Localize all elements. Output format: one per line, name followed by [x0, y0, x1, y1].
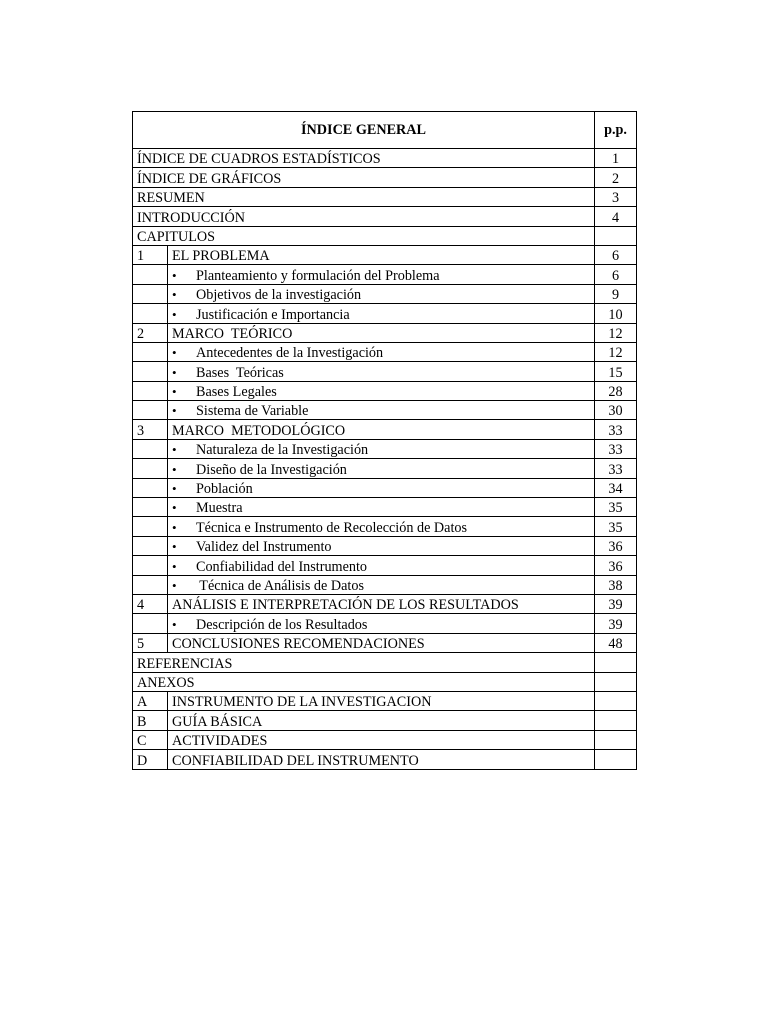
bullet-icon: •	[172, 616, 177, 632]
annex-row	[133, 750, 637, 769]
section-label: Confiabilidad del Instrumento	[196, 558, 368, 575]
annex-letter: C	[133, 730, 168, 749]
section-number-empty	[133, 478, 168, 497]
section-row	[133, 536, 637, 555]
chapter-row	[133, 245, 637, 264]
chapter-row	[133, 594, 637, 613]
bullet-icon: •	[172, 345, 177, 361]
bullet-icon: •	[172, 403, 177, 419]
section-label-cell	[168, 284, 595, 303]
toc-title: ÍNDICE GENERAL	[133, 112, 595, 149]
section-label: Muestra	[196, 500, 243, 517]
chapter-page: 33	[595, 420, 637, 439]
section-label-cell	[168, 439, 595, 458]
annex-page	[595, 711, 637, 730]
section-label-cell	[168, 498, 595, 517]
toc-row	[133, 653, 637, 672]
entry-label: ANEXOS	[133, 672, 595, 691]
toc-row	[133, 149, 637, 168]
toc-row	[133, 187, 637, 206]
section-label: Naturaleza de la Investigación	[196, 442, 369, 459]
bullet-icon: •	[172, 306, 177, 322]
annex-row	[133, 730, 637, 749]
entry-label: REFERENCIAS	[133, 653, 595, 672]
section-label-cell	[168, 265, 595, 284]
section-number-empty	[133, 381, 168, 400]
bullet-icon: •	[172, 442, 177, 458]
section-row	[133, 304, 637, 323]
section-label: Bases Legales	[196, 384, 277, 401]
toc-row	[133, 672, 637, 691]
chapter-title: EL PROBLEMA	[168, 245, 595, 264]
chapter-row	[133, 633, 637, 652]
bullet-icon: •	[172, 384, 177, 400]
section-number-empty	[133, 401, 168, 420]
chapter-row	[133, 323, 637, 342]
section-label: Técnica de Análisis de Datos	[196, 577, 364, 594]
section-label: Técnica e Instrumento de Recolección de Datos	[196, 519, 468, 536]
section-label-cell	[168, 381, 595, 400]
annex-page	[595, 750, 637, 769]
section-number-empty	[133, 536, 168, 555]
entry-label: ÍNDICE DE GRÁFICOS	[133, 168, 595, 187]
section-row	[133, 517, 637, 536]
bullet-icon: •	[172, 539, 177, 555]
section-number-empty	[133, 265, 168, 284]
section-number-empty	[133, 575, 168, 594]
chapter-title: MARCO TEÓRICO	[168, 323, 595, 342]
bullet-icon: •	[172, 461, 177, 477]
section-label: Descripción de los Resultados	[196, 616, 368, 633]
section-page: 36	[595, 536, 637, 555]
entry-page	[595, 672, 637, 691]
section-label: Planteamiento y formulación del Problema	[196, 267, 440, 284]
annex-letter: B	[133, 711, 168, 730]
section-label-cell	[168, 401, 595, 420]
bullet-icon: •	[172, 577, 177, 593]
entry-page: 2	[595, 168, 637, 187]
section-row	[133, 381, 637, 400]
entry-label: INTRODUCCIÓN	[133, 207, 595, 226]
section-number-empty	[133, 439, 168, 458]
section-page: 38	[595, 575, 637, 594]
entry-page: 3	[595, 187, 637, 206]
bullet-icon: •	[172, 364, 177, 380]
toc-header-row	[133, 112, 637, 149]
section-row	[133, 459, 637, 478]
section-page: 36	[595, 556, 637, 575]
section-label: Validez del Instrumento	[196, 539, 332, 556]
bullet-icon: •	[172, 500, 177, 516]
toc-row	[133, 207, 637, 226]
chapter-row	[133, 420, 637, 439]
entry-page	[595, 653, 637, 672]
section-label-cell	[168, 614, 595, 633]
annex-page	[595, 691, 637, 710]
chapter-title: CONCLUSIONES RECOMENDACIONES	[168, 633, 595, 652]
annex-title: CONFIABILIDAD DEL INSTRUMENTO	[168, 750, 595, 769]
section-page: 28	[595, 381, 637, 400]
toc-row	[133, 168, 637, 187]
section-label: Diseño de la Investigación	[196, 461, 347, 478]
chapter-title: ANÁLISIS E INTERPRETACIÓN DE LOS RESULTADOS	[168, 594, 595, 613]
annex-page	[595, 730, 637, 749]
chapter-page: 6	[595, 245, 637, 264]
section-label-cell	[168, 478, 595, 497]
section-label-cell	[168, 342, 595, 361]
section-row	[133, 575, 637, 594]
section-label-cell	[168, 517, 595, 536]
section-row	[133, 614, 637, 633]
chapter-page: 48	[595, 633, 637, 652]
section-label: Sistema de Variable	[196, 403, 309, 420]
annex-letter: A	[133, 691, 168, 710]
section-row	[133, 556, 637, 575]
section-label: Justificación e Importancia	[196, 306, 350, 323]
entry-label: RESUMEN	[133, 187, 595, 206]
chapter-number: 2	[133, 323, 168, 342]
chapter-page: 12	[595, 323, 637, 342]
section-row	[133, 342, 637, 361]
chapter-number: 3	[133, 420, 168, 439]
entry-label: CAPITULOS	[133, 226, 595, 245]
entry-label: ÍNDICE DE CUADROS ESTADÍSTICOS	[133, 149, 595, 168]
section-label-cell	[168, 556, 595, 575]
table-of-contents	[132, 111, 637, 770]
section-label-cell	[168, 459, 595, 478]
section-page: 6	[595, 265, 637, 284]
section-row	[133, 478, 637, 497]
toc-row	[133, 226, 637, 245]
bullet-icon: •	[172, 519, 177, 535]
section-label: Objetivos de la investigación	[196, 287, 362, 304]
section-row	[133, 265, 637, 284]
section-row	[133, 498, 637, 517]
bullet-icon: •	[172, 267, 177, 283]
annex-row	[133, 691, 637, 710]
section-row	[133, 439, 637, 458]
section-label-cell	[168, 536, 595, 555]
section-number-empty	[133, 517, 168, 536]
section-page: 33	[595, 459, 637, 478]
section-label-cell	[168, 362, 595, 381]
bullet-icon: •	[172, 558, 177, 574]
bullet-icon: •	[172, 481, 177, 497]
section-label: Antecedentes de la Investigación	[196, 345, 384, 362]
section-page: 34	[595, 478, 637, 497]
section-number-empty	[133, 459, 168, 478]
annex-title: GUÍA BÁSICA	[168, 711, 595, 730]
section-number-empty	[133, 556, 168, 575]
section-page: 35	[595, 498, 637, 517]
entry-page	[595, 226, 637, 245]
section-page: 12	[595, 342, 637, 361]
chapter-title: MARCO METODOLÓGICO	[168, 420, 595, 439]
annex-title: INSTRUMENTO DE LA INVESTIGACION	[168, 691, 595, 710]
page-column-header: p.p.	[595, 112, 637, 149]
section-label-cell	[168, 575, 595, 594]
section-page: 39	[595, 614, 637, 633]
section-number-empty	[133, 284, 168, 303]
entry-page: 1	[595, 149, 637, 168]
section-row	[133, 284, 637, 303]
section-number-empty	[133, 342, 168, 361]
entry-page: 4	[595, 207, 637, 226]
section-number-empty	[133, 362, 168, 381]
chapter-number: 1	[133, 245, 168, 264]
section-label-cell	[168, 304, 595, 323]
section-page: 15	[595, 362, 637, 381]
section-number-empty	[133, 304, 168, 323]
annex-row	[133, 711, 637, 730]
chapter-number: 4	[133, 594, 168, 613]
annex-letter: D	[133, 750, 168, 769]
section-row	[133, 362, 637, 381]
section-number-empty	[133, 614, 168, 633]
section-page: 30	[595, 401, 637, 420]
section-label: Bases Teóricas	[196, 364, 284, 381]
annex-title: ACTIVIDADES	[168, 730, 595, 749]
chapter-page: 39	[595, 594, 637, 613]
section-page: 35	[595, 517, 637, 536]
chapter-number: 5	[133, 633, 168, 652]
section-page: 9	[595, 284, 637, 303]
section-number-empty	[133, 498, 168, 517]
section-label: Población	[196, 481, 253, 498]
bullet-icon: •	[172, 287, 177, 303]
section-page: 33	[595, 439, 637, 458]
section-row	[133, 401, 637, 420]
section-page: 10	[595, 304, 637, 323]
